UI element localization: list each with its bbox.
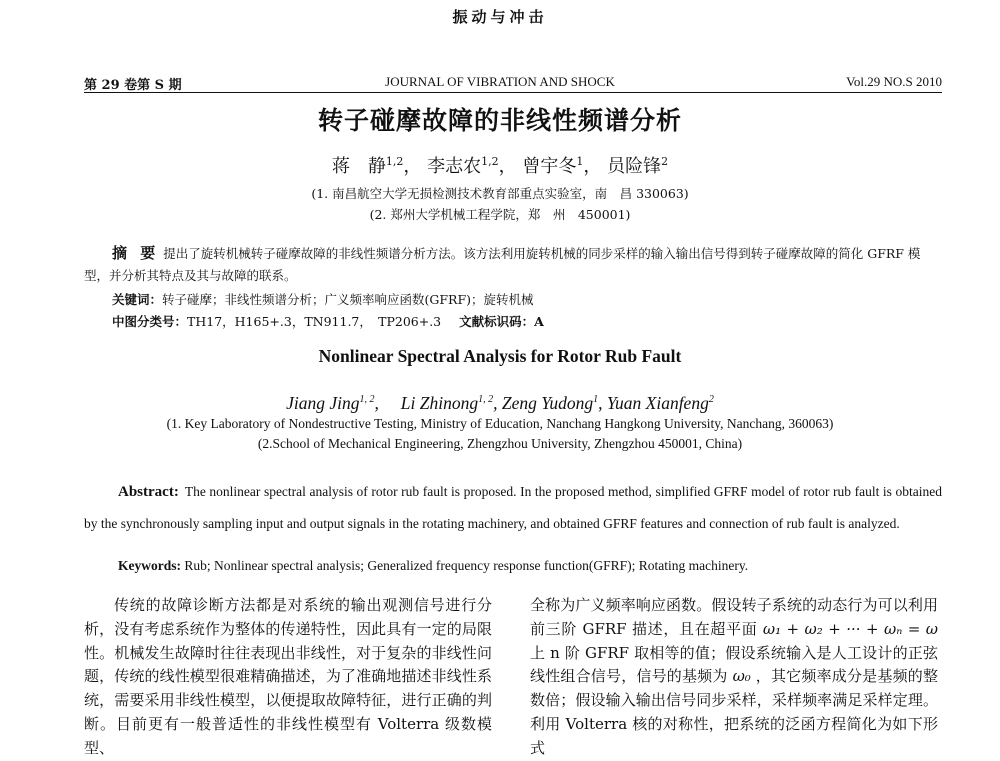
author-zh: 曾宇冬 [522,156,577,177]
body-column-right [530,594,938,761]
affiliation-en-1: (1. Key Laboratory of Nondestructive Testing, Ministry of Education, Nanchang Hangkong University, Nanchang, 360063) [166,416,834,431]
keywords-zh-label: 关键词： [112,292,163,307]
author-affiliation-mark: 1,2 [385,155,404,168]
abstract-en-label: Abstract: [118,484,179,500]
body-text: 上 n 阶 GFRF 取相等的值；假设系统输入是人工设计的正弦线性组合信号，信号的基频为 [530,643,938,686]
journal-volume: Vol.29 NO.S 2010 [846,74,942,89]
author-affiliation-mark: 2 [661,155,669,168]
abstract-zh [84,242,942,287]
keywords-en-label: Keywords: [118,558,181,573]
author-affiliation-mark: 1, 2 [359,394,375,406]
keywords-en [118,558,748,574]
header-rule [84,92,942,93]
journal-name-en: JOURNAL OF VIBRATION AND SHOCK [385,74,615,89]
affiliation-zh-2: (2. 郑州大学机械工程学院，郑 州 450001) [369,207,631,222]
affiliation-en-2: (2.School of Mechanical Engineering, Zhengzhou University, Zhengzhou 450001, China) [257,436,743,451]
title-en: Nonlinear Spectral Analysis for Rotor Rub Fault [318,346,682,366]
authors-en: Jiang Jing$^{1, 2}$, Li Zhinong$^{1, 2}$, Zeng Yudong$^1$, Yuan Xianfeng$^2$ [286,393,714,413]
author-affiliation-mark: 1 [576,155,584,168]
author-zh: 蒋 静 [331,156,386,177]
formula-hyperplane: ω₁ + ω₂ + ··· + ωₙ = ω [762,619,938,638]
keywords-zh-text: 转子碰摩；非线性频谱分析；广义频率响应函数(GFRF)；旋转机械 [162,292,534,307]
abstract-zh-label: 摘 要 [112,244,160,262]
abstract-en-text: The nonlinear spectral analysis of rotor rub fault is proposed. In the proposed method, simplified GFRF model of rotor rub fault is obtained by the synchronously sampling input and output signals in the rotating machinery, and obtained GFRF features and connection of rub fault is analyzed. [84,484,942,531]
author-affiliation-mark: 1 [593,394,599,406]
document-code: A [534,314,544,329]
classification-codes: TH17，H165+.3，TN911.7， TP206+.3 [187,314,442,329]
classification-label: 中图分类号： [112,314,188,329]
body-column-left [84,594,492,761]
author-zh: 员险锋 [607,156,662,177]
document-code-label: 文献标识码： [459,314,535,329]
author-en: Jiang Jing [286,393,360,413]
formula-base-frequency: ω₀ [732,667,751,686]
authors-zh: 蒋 静$^{1,2}$， 李志农$^{1,2}$， 曾宇冬$^1$， 员险锋$^2$ [331,155,669,177]
title-zh: 转子碰摩故障的非线性频谱分析 [317,106,682,135]
author-zh: 李志农 [427,156,482,177]
author-en: Yuan Xianfeng [606,393,709,413]
journal-name-zh: 振动与冲击 [452,8,548,26]
body-text: 全称为广义频率响应函数。假设转子系统的动态行为可以利用前三阶 GFRF 描述，且在超平面 [530,596,938,638]
keywords-zh [112,290,534,308]
author-affiliation-mark: 2 [708,394,714,406]
body-text: ，其它频率成分是基频的整数倍；假设输入输出信号同步采样，采样频率满足采样定理。利用 Volterra 核的对称性，把系统的泛函方程简化为如下形式 [530,667,938,757]
author-en: Zeng Yudong [501,393,594,413]
abstract-en [84,476,942,539]
affiliation-zh-1: (1. 南昌航空大学无损检测技术教育部重点实验室，南 昌 330063) [311,186,689,201]
author-en: Li Zhinong [400,393,479,413]
journal-issue-zh: 第 29 卷第 S 期 [84,78,182,93]
classification-zh [112,312,544,330]
abstract-zh-text: 提出了旋转机械转子碰摩故障的非线性频谱分析方法。该方法利用旋转机械的同步采样的输入输出信号得到转子碰摩故障的简化 GFRF 模型，并分析其特点及其与故障的联系。 [84,246,921,283]
body-paragraph: 传统的故障诊断方法都是对系统的输出观测信号进行分析，没有考虑系统作为整体的传递特性，因此具有一定的局限性。机械发生故障时往往表现出非线性，对于复杂的非线性问题，传统的线性模型很难精确描述，为了准确地描述非线性系统，需要采用非线性模型，以便提取故障特征，进行正确的判断。目前更有一般普适性的非线性模型有 Volterra 级数模型、 [84,596,492,757]
author-affiliation-mark: 1,2 [481,155,499,168]
author-affiliation-mark: 1, 2 [478,394,494,406]
keywords-en-text: Rub; Nonlinear spectral analysis; Generalized frequency response function(GFRF); Rotating machinery. [184,558,749,573]
